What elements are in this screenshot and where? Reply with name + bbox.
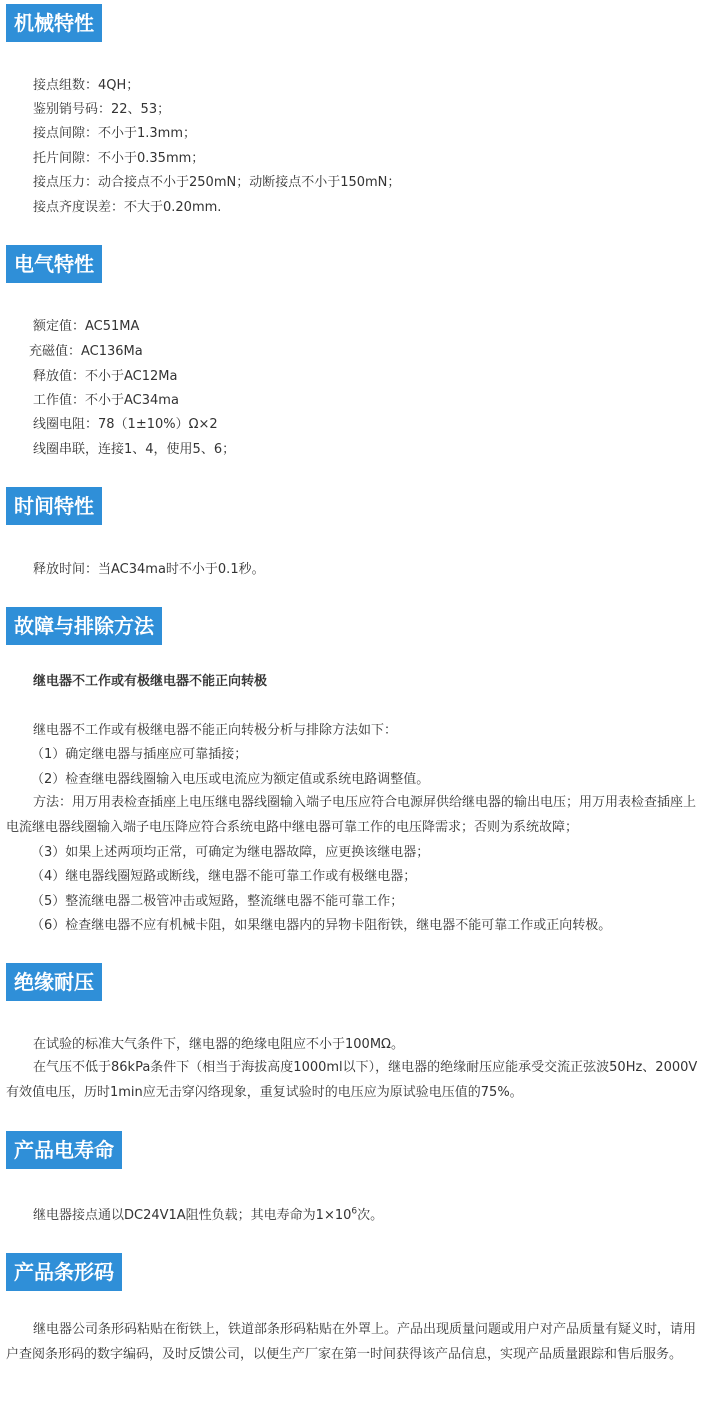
mechanical-line: 托片间隙：不小于0.35mm； — [33, 151, 205, 166]
mechanical-line: 接点间隙：不小于1.3mm； — [33, 126, 197, 141]
insulation-line: 在试验的标准大气条件下，继电器的绝缘电阻应不小于100MΩ。 — [33, 1037, 404, 1052]
fault-step: （4）继电器线圈短路或断线，继电器不能可靠工作或有极继电器； — [31, 869, 417, 884]
electrical-line: 释放值：不小于AC12Ma — [33, 369, 178, 384]
life-text: 继电器接点通以DC24V1A阻性负载；其电寿命为1×10 — [33, 1208, 352, 1223]
electrical-line: 线圈电阻：78（1±10%）Ω×2 — [33, 417, 218, 432]
electrical-line: 线圈串联，连接1、4，使用5、6； — [33, 442, 236, 457]
mechanical-line: 接点压力：动合接点不小于250mN；动断接点不小于150mN； — [33, 175, 401, 190]
mechanical-line: 接点组数：4QH； — [33, 78, 140, 93]
mechanical-line: 接点齐度误差：不大于0.20mm. — [33, 200, 222, 215]
fault-step: （2）检查继电器线圈输入电压或电流应为额定值或系统电路调整值。 — [31, 772, 430, 787]
fault-method: 方法：用万用表检查插座上电压继电器线圈输入端子电压应符合电源屏供给继电器的输出电压；用万用表检查插座上电流继电器线圈输入端子电压降应符合系统电路中继电器可靠工作的电压降需求；否则为系统故障； — [6, 795, 697, 835]
life-line — [33, 1207, 383, 1225]
fault-intro: 继电器不工作或有极继电器不能正向转极分析与排除方法如下： — [33, 723, 398, 738]
mechanical-line: 鉴别销号码：22、53； — [33, 102, 171, 117]
section-title-electrical: 电气特性 — [6, 245, 102, 283]
life-text-end: 次。 — [357, 1208, 384, 1223]
timing-line: 释放时间：当AC34ma时不小于0.1秒。 — [33, 562, 265, 577]
section-title-fault: 故障与排除方法 — [6, 607, 162, 645]
fault-subtitle: 继电器不工作或有极继电器不能正向转极 — [33, 674, 268, 689]
section-title-insulation: 绝缘耐压 — [6, 963, 102, 1001]
life-exponent: 6 — [351, 1206, 358, 1217]
insulation-para: 在气压不低于86kPa条件下（相当于海拔高度1000ml以下），继电器的绝缘耐压应能承受交流正弦波50Hz、2000V有效值电压，历时1min应无击穿闪络现象，重复试验时的电压应为原试验电压值的75%。 — [6, 1060, 698, 1100]
electrical-line: 额定值：AC51MA — [33, 319, 140, 334]
electrical-line: 工作值：不小于AC34ma — [33, 393, 179, 408]
fault-step: （3）如果上述两项均正常，可确定为继电器故障，应更换该继电器； — [31, 845, 430, 860]
electrical-line: 充磁值：AC136Ma — [29, 344, 143, 359]
fault-step: （6）检查继电器不应有机械卡阻，如果继电器内的异物卡阻衔铁，继电器不能可靠工作或正向转极。 — [31, 918, 612, 933]
fault-step: （1）确定继电器与插座应可靠插接； — [31, 747, 248, 762]
section-title-life: 产品电寿命 — [6, 1131, 122, 1169]
barcode-para: 继电器公司条形码粘贴在衔铁上，铁道部条形码粘贴在外罩上。产品出现质量问题或用户对产品质量有疑义时，请用户查阅条形码的数字编码，及时反馈公司，以便生产厂家在第一时间获得该产品信息，实现产品质量跟踪和售后服务。 — [6, 1322, 697, 1362]
section-title-timing: 时间特性 — [6, 487, 102, 525]
fault-step: （5）整流继电器二极管冲击或短路，整流继电器不能可靠工作； — [31, 894, 404, 909]
section-title-mechanical: 机械特性 — [6, 4, 102, 42]
section-title-barcode: 产品条形码 — [6, 1253, 122, 1291]
